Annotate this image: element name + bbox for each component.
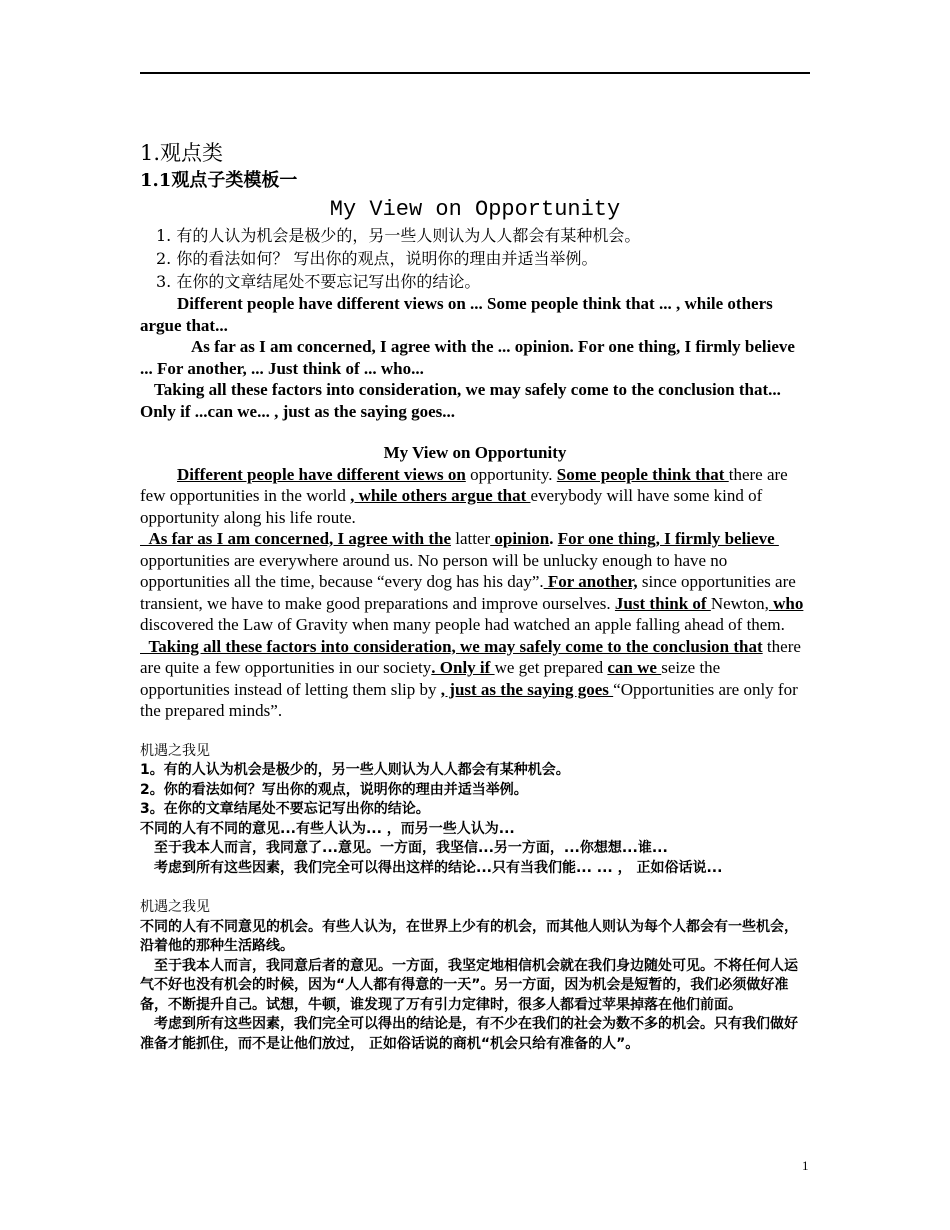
- text: there are few opportunities in the world: [140, 464, 788, 505]
- chinese-essay-title: 机遇之我见: [140, 899, 210, 915]
- document-body: [140, 138, 810, 1054]
- page-number: 1: [802, 1158, 809, 1173]
- chinese-template-title: 机遇之我见: [140, 742, 210, 759]
- essay-paragraph-2: [140, 528, 810, 636]
- essay-title: My View on Opportunity: [383, 443, 567, 462]
- phrase: opinion: [490, 529, 550, 548]
- phrase: can we: [607, 658, 662, 677]
- text: discovered the Law of Gravity when many people had watched an apple falling ahead of them.: [140, 593, 808, 634]
- phrase: , just as the saying goes: [440, 679, 614, 699]
- phrase: Just think of: [614, 593, 711, 613]
- chinese-essay-paragraph-2: 至于我本人而言，我同意后者的意见。一方面，我坚定地相信机会就在我们身边随处可见。不将任何人运气不好也没有机会的时候，因为“人人都有得意的一天”。另一方面，因为机会是短暂的，我们必须做好准备，不断提升自己。试想，牛顿，谁发现了万有引力定律时，很多人都看过苹果掉落在他们前面。: [140, 957, 798, 1013]
- template-paragraph-2: As far as I am concerned, I agree with the ... opinion. For one thing, I firmly believe ... For another, ... Just think of ... who...: [140, 337, 795, 378]
- chinese-item-1: 1。有的人认为机会是极少的，另一些人则认为人人都会有某种机会。: [140, 762, 570, 778]
- template-title: My View on Opportunity: [329, 197, 621, 222]
- phrase: For another,: [543, 572, 638, 591]
- text: “Opportunities are only for the prepared minds”.: [140, 679, 802, 720]
- chinese-item-3: 3。在你的文章结尾处不要忘记写出你的结论。: [140, 801, 430, 817]
- chinese-template-line-1: 不同的人有不同的意见...有些人认为... ，而另一些人认为...: [140, 820, 515, 837]
- phrase: As far as I am concerned, I agree with the: [140, 529, 451, 548]
- requirement-1: 1. 有的人认为机会是极少的，另一些人则认为人人都会有某种机会。: [156, 226, 641, 245]
- text: opportunity.: [465, 464, 557, 484]
- requirement-3: 3. 在你的文章结尾处不要忘记写出你的结论。: [156, 272, 481, 291]
- template-paragraph-1: Different people have different views on ... Some people think that ... , while others argue that...: [140, 294, 773, 335]
- text: opportunities are everywhere around us. No person will be unlucky enough to have no opportunities all the time, because “every dog has his day”.: [140, 550, 732, 591]
- phrase: For one thing, I firmly believe: [557, 529, 779, 548]
- template-paragraph-3: Taking all these factors into consideration, we may safely come to the conclusion that... Only if ...can we... , just as the saying goes...: [140, 380, 781, 421]
- text: everybody will have some kind of opportunity along his life route.: [140, 486, 763, 527]
- chinese-essay-paragraph-1: 不同的人有不同意见的机会。有些人认为，在世界上少有的机会，而其他人则认为每个人都会有一些机会，沿着他的那种生活路线。: [140, 918, 798, 954]
- text: latter: [451, 529, 491, 548]
- section-heading: 1.观点类: [140, 141, 224, 165]
- phrase: , while others argue that: [350, 486, 531, 505]
- requirement-2: 2. 你的看法如何？ 写出你的观点，说明你的理由并适当举例。: [156, 249, 598, 268]
- text: seize the opportunities instead of letting them slip by: [140, 658, 725, 699]
- text: there are quite a few opportunities in our society: [140, 636, 806, 677]
- text: .: [549, 529, 558, 548]
- text: we get prepared: [494, 658, 608, 677]
- text: Newton,: [710, 593, 769, 613]
- subsection-heading: 1.1观点子类模板一: [140, 170, 298, 191]
- phrase: Different people have different views on: [177, 464, 466, 484]
- phrase: Taking all these factors into consideration, we may safely come to the conclusion that: [140, 636, 763, 656]
- header-rule: [140, 72, 810, 74]
- essay-paragraph-3: [140, 636, 810, 722]
- chinese-template-line-2: 至于我本人而言，我同意了...意见。一方面，我坚信...另一方面，...你想想...谁...: [154, 840, 668, 856]
- essay-paragraph-1: [140, 464, 810, 529]
- chinese-template-line-3: 考虑到所有这些因素，我们完全可以得出这样的结论...只有当我们能... ... ， 正如俗话说...: [154, 859, 723, 876]
- text: since opportunities are transient, we have to make good preparations and improve ourselves.: [140, 572, 801, 613]
- chinese-essay-paragraph-3: 考虑到所有这些因素，我们完全可以得出的结论是，有不少在我们的社会为数不多的机会。只有我们做好准备才能抓住，而不是让他们放过， 正如俗话说的商机“机会只给有准备的人”。: [140, 1016, 798, 1052]
- phrase: who: [768, 593, 804, 613]
- phrase: Some people think that: [556, 464, 729, 484]
- chinese-item-2: 2。你的看法如何？写出你的观点，说明你的理由并适当举例。: [140, 781, 528, 798]
- phrase: . Only if: [431, 658, 495, 677]
